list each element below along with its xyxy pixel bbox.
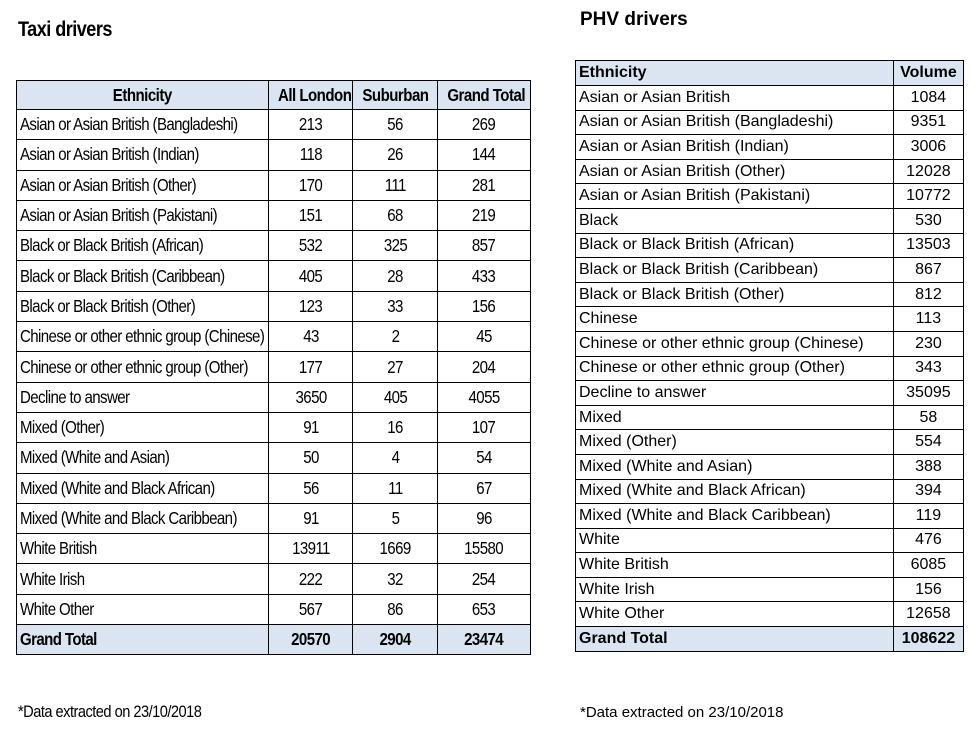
value-cell: 16	[353, 412, 438, 442]
ethnicity-cell: White	[576, 528, 894, 553]
value-cell: 530	[893, 208, 963, 233]
table-row	[576, 381, 964, 406]
table-row	[576, 405, 964, 430]
value-cell: 170	[269, 170, 353, 200]
value-cell: 13503	[893, 233, 963, 258]
ethnicity-cell: White Irish	[17, 564, 269, 594]
value-cell: 1084	[893, 86, 963, 111]
table-row	[17, 110, 531, 140]
table-row	[17, 352, 531, 382]
table-row	[576, 258, 964, 283]
value-cell: 4055	[437, 382, 530, 412]
ethnicity-cell: Black or Black British (Caribbean)	[17, 261, 269, 291]
ethnicity-cell: Grand Total	[576, 627, 894, 652]
value-cell: 56	[269, 473, 353, 503]
value-cell: 177	[269, 352, 353, 382]
value-cell: 111	[353, 170, 438, 200]
value-cell: 119	[893, 504, 963, 529]
value-cell: 325	[353, 231, 438, 261]
value-cell: 2904	[353, 625, 438, 655]
value-cell: 43	[269, 322, 353, 352]
column-header-suburban: Suburban	[353, 81, 438, 110]
value-cell: 67	[437, 473, 530, 503]
value-cell: 12028	[893, 159, 963, 184]
table-row	[17, 594, 531, 624]
taxi-drivers-table	[16, 80, 531, 655]
ethnicity-cell: Mixed (White and Asian)	[576, 454, 894, 479]
ethnicity-cell: Mixed (White and Black African)	[17, 473, 269, 503]
value-cell: 107	[437, 412, 530, 442]
phv-drivers-title: PHV drivers	[580, 9, 688, 30]
value-cell: 11	[353, 473, 438, 503]
value-cell: 56	[353, 110, 438, 140]
grand-total-row	[576, 627, 964, 652]
ethnicity-cell: White British	[576, 553, 894, 578]
value-cell: 13911	[269, 534, 353, 564]
value-cell: 9351	[893, 110, 963, 135]
value-cell: 118	[269, 140, 353, 170]
value-cell: 32	[353, 564, 438, 594]
value-cell: 54	[437, 443, 530, 473]
ethnicity-cell: White Other	[576, 602, 894, 627]
table-row	[576, 331, 964, 356]
table-row	[17, 534, 531, 564]
value-cell: 405	[353, 382, 438, 412]
table-row	[17, 503, 531, 533]
ethnicity-cell: Chinese or other ethnic group (Other)	[17, 352, 269, 382]
table-row	[17, 200, 531, 230]
ethnicity-cell: Black or Black British (African)	[17, 231, 269, 261]
column-header-grand-total: Grand Total	[437, 81, 530, 110]
table-row	[17, 473, 531, 503]
ethnicity-cell: Mixed	[576, 405, 894, 430]
table-row	[576, 577, 964, 602]
ethnicity-cell: Chinese or other ethnic group (Chinese)	[576, 331, 894, 356]
column-header-volume: Volume	[893, 61, 963, 86]
table-row	[576, 282, 964, 307]
ethnicity-cell: Mixed (White and Asian)	[17, 443, 269, 473]
ethnicity-cell: Black or Black British (Other)	[576, 282, 894, 307]
ethnicity-cell: White Irish	[576, 577, 894, 602]
value-cell: 554	[893, 430, 963, 455]
value-cell: 857	[437, 231, 530, 261]
taxi-drivers-title: Taxi drivers	[18, 18, 112, 41]
value-cell: 156	[893, 577, 963, 602]
table-header-row	[17, 81, 531, 110]
value-cell: 532	[269, 231, 353, 261]
ethnicity-cell: Chinese	[576, 307, 894, 332]
value-cell: 15580	[437, 534, 530, 564]
value-cell: 867	[893, 258, 963, 283]
table-row	[576, 602, 964, 627]
value-cell: 3006	[893, 135, 963, 160]
value-cell: 1669	[353, 534, 438, 564]
value-cell: 394	[893, 479, 963, 504]
phv-data-note: *Data extracted on 23/10/2018	[580, 704, 784, 721]
value-cell: 33	[353, 291, 438, 321]
table-row	[576, 208, 964, 233]
table-row	[576, 356, 964, 381]
table-row	[17, 261, 531, 291]
ethnicity-cell: White Other	[17, 594, 269, 624]
table-row	[576, 135, 964, 160]
value-cell: 219	[437, 200, 530, 230]
ethnicity-cell: Mixed (Other)	[576, 430, 894, 455]
ethnicity-cell: Asian or Asian British (Other)	[576, 159, 894, 184]
table-row	[576, 553, 964, 578]
table-row	[17, 291, 531, 321]
taxi-data-note: *Data extracted on 23/10/2018	[18, 702, 202, 721]
value-cell: 343	[893, 356, 963, 381]
value-cell: 4	[353, 443, 438, 473]
table-row	[576, 86, 964, 111]
value-cell: 230	[893, 331, 963, 356]
value-cell: 812	[893, 282, 963, 307]
ethnicity-cell: Mixed (White and Black African)	[576, 479, 894, 504]
ethnicity-cell: Asian or Asian British (Indian)	[17, 140, 269, 170]
ethnicity-cell: Chinese or other ethnic group (Other)	[576, 356, 894, 381]
table-row	[576, 159, 964, 184]
table-row	[17, 412, 531, 442]
value-cell: 50	[269, 443, 353, 473]
ethnicity-cell: Asian or Asian British (Bangladeshi)	[17, 110, 269, 140]
ethnicity-cell: Black or Black British (Other)	[17, 291, 269, 321]
ethnicity-cell: Asian or Asian British (Indian)	[576, 135, 894, 160]
table-row	[576, 528, 964, 553]
phv-drivers-table	[575, 60, 964, 652]
ethnicity-cell: Black or Black British (Caribbean)	[576, 258, 894, 283]
value-cell: 653	[437, 594, 530, 624]
value-cell: 3650	[269, 382, 353, 412]
table-row	[17, 140, 531, 170]
table-row	[576, 233, 964, 258]
value-cell: 222	[269, 564, 353, 594]
table-row	[576, 307, 964, 332]
value-cell: 281	[437, 170, 530, 200]
value-cell: 23474	[437, 625, 530, 655]
value-cell: 204	[437, 352, 530, 382]
table-row	[17, 170, 531, 200]
ethnicity-cell: Chinese or other ethnic group (Chinese)	[17, 322, 269, 352]
ethnicity-cell: Asian or Asian British (Pakistani)	[576, 184, 894, 209]
table-row	[17, 443, 531, 473]
value-cell: 254	[437, 564, 530, 594]
value-cell: 123	[269, 291, 353, 321]
value-cell: 86	[353, 594, 438, 624]
ethnicity-cell: Black	[576, 208, 894, 233]
table-row	[17, 564, 531, 594]
value-cell: 567	[269, 594, 353, 624]
ethnicity-cell: Decline to answer	[576, 381, 894, 406]
value-cell: 2	[353, 322, 438, 352]
ethnicity-cell: Asian or Asian British (Bangladeshi)	[576, 110, 894, 135]
ethnicity-cell: Grand Total	[17, 625, 269, 655]
value-cell: 113	[893, 307, 963, 332]
value-cell: 91	[269, 503, 353, 533]
column-header-all-london: All London	[269, 81, 353, 110]
value-cell: 5	[353, 503, 438, 533]
value-cell: 151	[269, 200, 353, 230]
value-cell: 58	[893, 405, 963, 430]
table-row	[17, 382, 531, 412]
value-cell: 269	[437, 110, 530, 140]
value-cell: 6085	[893, 553, 963, 578]
ethnicity-cell: Decline to answer	[17, 382, 269, 412]
value-cell: 213	[269, 110, 353, 140]
value-cell: 20570	[269, 625, 353, 655]
value-cell: 35095	[893, 381, 963, 406]
grand-total-row	[17, 625, 531, 655]
value-cell: 388	[893, 454, 963, 479]
value-cell: 476	[893, 528, 963, 553]
column-header-ethnicity: Ethnicity	[17, 81, 269, 110]
ethnicity-cell: White British	[17, 534, 269, 564]
value-cell: 433	[437, 261, 530, 291]
value-cell: 68	[353, 200, 438, 230]
ethnicity-cell: Mixed (Other)	[17, 412, 269, 442]
table-row	[17, 322, 531, 352]
value-cell: 26	[353, 140, 438, 170]
table-row	[576, 479, 964, 504]
value-cell: 156	[437, 291, 530, 321]
value-cell: 96	[437, 503, 530, 533]
table-row	[576, 184, 964, 209]
value-cell: 144	[437, 140, 530, 170]
ethnicity-cell: Asian or Asian British (Pakistani)	[17, 200, 269, 230]
ethnicity-cell: Asian or Asian British	[576, 86, 894, 111]
ethnicity-cell: Black or Black British (African)	[576, 233, 894, 258]
value-cell: 27	[353, 352, 438, 382]
table-row	[576, 430, 964, 455]
value-cell: 28	[353, 261, 438, 291]
value-cell: 108622	[893, 627, 963, 652]
value-cell: 91	[269, 412, 353, 442]
ethnicity-cell: Asian or Asian British (Other)	[17, 170, 269, 200]
ethnicity-cell: Mixed (White and Black Caribbean)	[576, 504, 894, 529]
value-cell: 10772	[893, 184, 963, 209]
table-row	[576, 504, 964, 529]
value-cell: 405	[269, 261, 353, 291]
column-header-ethnicity: Ethnicity	[576, 61, 894, 86]
value-cell: 45	[437, 322, 530, 352]
value-cell: 12658	[893, 602, 963, 627]
table-header-row	[576, 61, 964, 86]
table-row	[576, 110, 964, 135]
table-row	[576, 454, 964, 479]
ethnicity-cell: Mixed (White and Black Caribbean)	[17, 503, 269, 533]
table-row	[17, 231, 531, 261]
